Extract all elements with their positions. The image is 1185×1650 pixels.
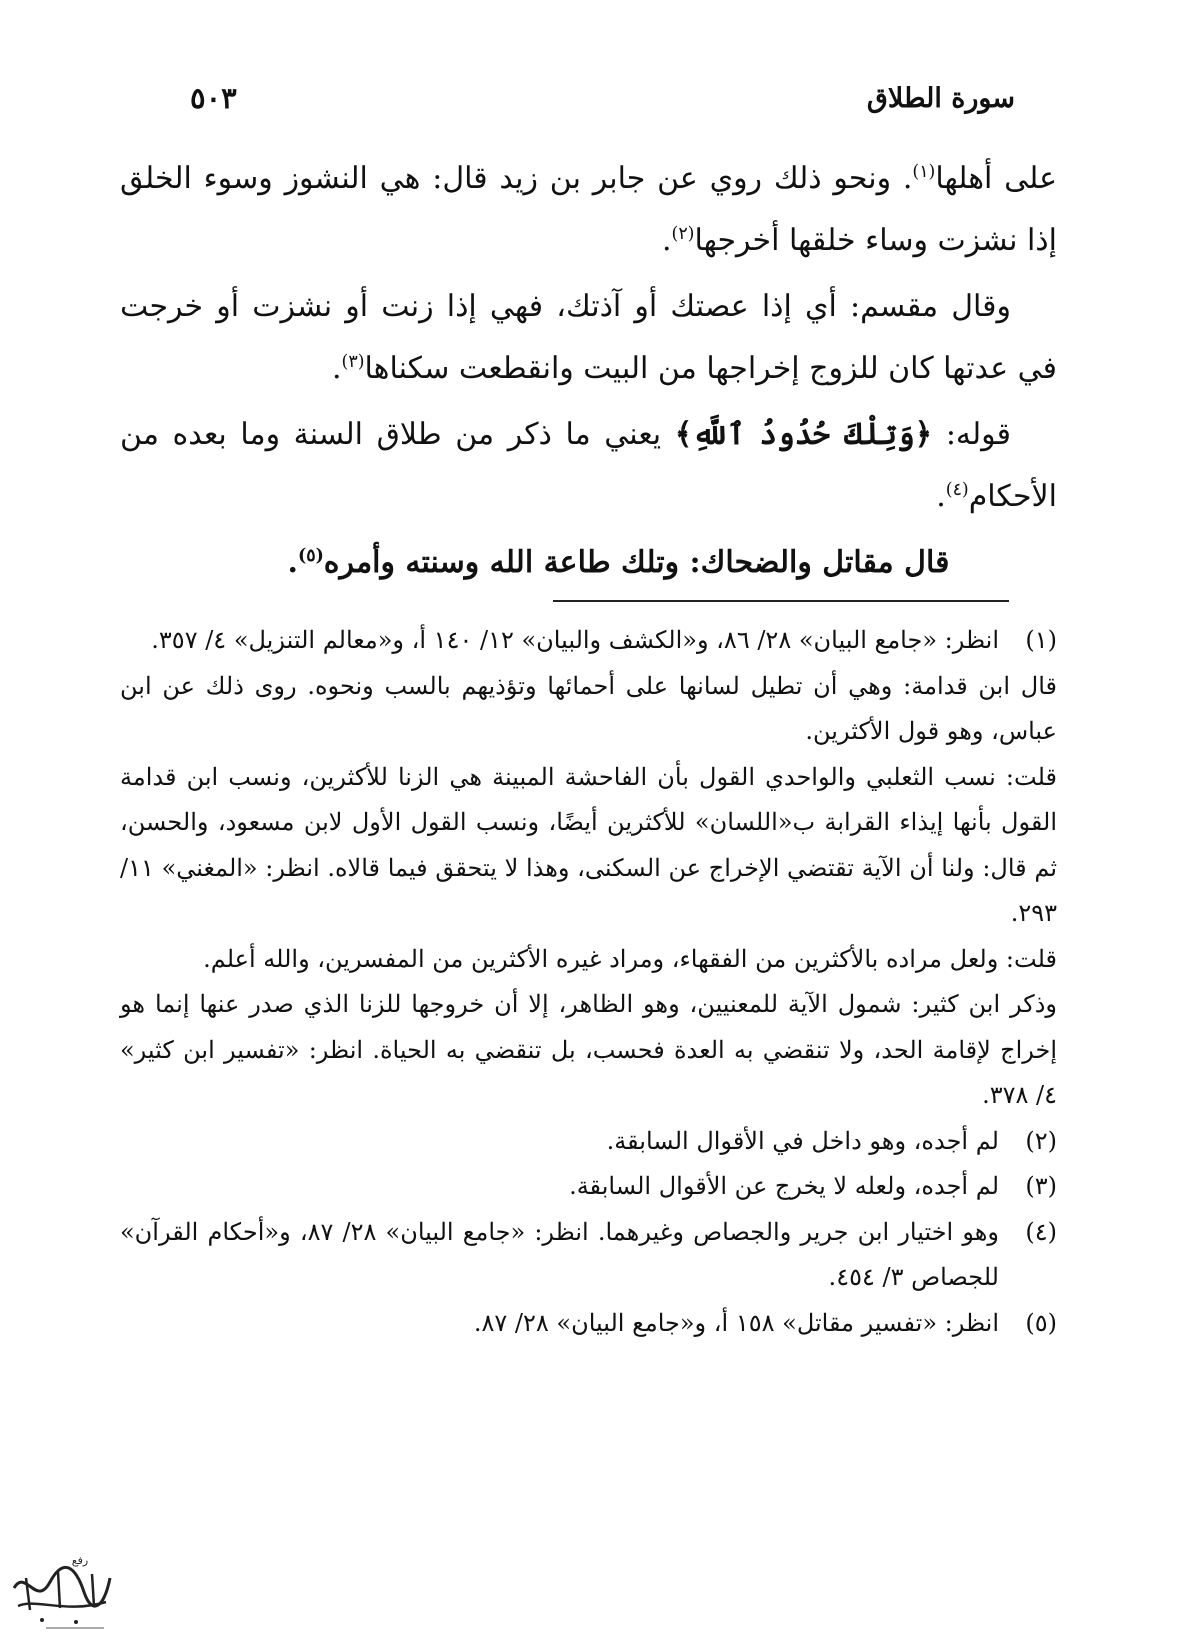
footnote-1-paragraph: قلت: ولعل مراده بالأكثرين من الفقهاء، ومراد غيره الأكثرين من المفسرين، والله أعلم. — [203, 944, 1057, 973]
text-run: يعني ما ذكر من طلاق السنة وما بعده من الأحكام — [120, 417, 1057, 514]
footnote-ref: (٢) — [671, 224, 695, 244]
text-run: قال مقاتل والضحاك: وتلك طاعة الله وسنته وأمره — [323, 545, 950, 580]
surah-title: سورة الطلاق — [866, 82, 1015, 114]
footnote-number: (٣) — [1025, 1172, 1057, 1200]
paragraph-3 — [120, 404, 1057, 528]
footnote-2 — [120, 1119, 1057, 1165]
text-run: على أهلها — [935, 161, 1057, 196]
text-run: . ونحو ذلك روي عن جابر بن زيد قال: هي النشوز وسوء الخلق إذا نشزت وساء خلقها أخرجها — [120, 161, 1057, 258]
text-run: وقال مقسم: أي إذا عصتك أو آذتك، فهي إذا زنت أو نشزت أو خرجت في عدتها كان للزوج إخراجها من البيت وانقطعت سكناها — [120, 289, 1057, 386]
footnote-number: (٥) — [1025, 1308, 1057, 1337]
footnote-1-paragraph: قال ابن قدامة: وهي أن تطيل لسانها على أحمائها وتؤذيهم بالسب ونحوه. روى ذلك عن ابن عباس، وهو قول الأكثرين. — [120, 671, 1057, 745]
footnote-text: لم أجده، ولعله لا يخرج عن الأقوال السابقة. — [569, 1172, 999, 1200]
footnote-4 — [120, 1210, 1057, 1301]
footnote-1-paragraph: وذكر ابن كثير: شمول الآية للمعنيين، وهو الظاهر، إلا أن خروجها للزنا الذي صدر عنها إنما هو إخراج لإقامة الحد، ولا تنقضي به العدة فحسب، بل تنقضي به الحياة. انظر: «تفسير ابن كثير» ٤/ ٣٧٨. — [120, 990, 1057, 1109]
watermark-small-text: رفع — [71, 1554, 89, 1567]
footnote-1 — [120, 618, 1057, 664]
footnote-ref: (٥) — [297, 546, 324, 566]
footnote-number: (١) — [1025, 626, 1057, 654]
footnote-number: (٤) — [1025, 1217, 1057, 1246]
text-run: . — [332, 351, 342, 386]
main-text — [120, 148, 1057, 594]
page-number: ٥٠٣ — [190, 81, 237, 115]
footnote-number: (٢) — [1025, 1126, 1057, 1155]
text-run: . — [661, 223, 672, 258]
footnote-separator — [553, 600, 1009, 602]
footnote-5 — [120, 1301, 1057, 1347]
footnote-text: وهو اختيار ابن جرير والجصاص وغيرهما. انظر: «جامع البيان» ٢٨/ ٨٧، و«أحكام القرآن» للجصاص ٣/ ٤٥٤. — [120, 1217, 1000, 1291]
paragraph-1 — [120, 148, 1057, 272]
footnotes — [120, 618, 1057, 1346]
watermark-logo — [6, 1548, 116, 1640]
text-run: . — [287, 545, 298, 580]
footnote-text: لم أجده، وهو داخل في الأقوال السابقة. — [606, 1126, 999, 1155]
text-run: . — [936, 479, 946, 514]
text-run: قوله: — [932, 417, 1011, 452]
page-header — [190, 78, 1015, 118]
footnote-ref: (٣) — [341, 352, 365, 372]
paragraph-4 — [120, 532, 1057, 594]
footnote-text: انظر: «جامع البيان» ٢٨/ ٨٦، و«الكشف والبيان» ١٢/ ١٤٠ أ، و«معالم التنزيل» ٤/ ٣٥٧. — [151, 626, 999, 654]
footnote-ref: (١) — [912, 162, 936, 182]
footnote-3 — [120, 1164, 1057, 1210]
footnote-1-paragraph: قلت: نسب الثعلبي والواحدي القول بأن الفاحشة المبينة هي الزنا للأكثرين، ونسب ابن قدامة القول بأنها إيذاء القرابة ب«اللسان» للأكثرين أيضًا، ونسب القول الأول لابن مسعود، والحسن، ثم قال: ولنا أن الآية تقتضي الإخراج عن السكنى، وهذا لا يتحقق فيما قالاه. انظر: «المغني» ١١/ ٢٩٣. — [120, 762, 1057, 927]
footnote-ref: (٤) — [945, 480, 969, 500]
paragraph-2 — [120, 276, 1057, 400]
quran-verse: ﴿وَتِلْكَ حُدُودُ ٱللَّهِ﴾ — [674, 417, 933, 452]
footnote-text: انظر: «تفسير مقاتل» ١٥٨ أ، و«جامع البيان» ٢٨/ ٨٧. — [473, 1308, 999, 1337]
